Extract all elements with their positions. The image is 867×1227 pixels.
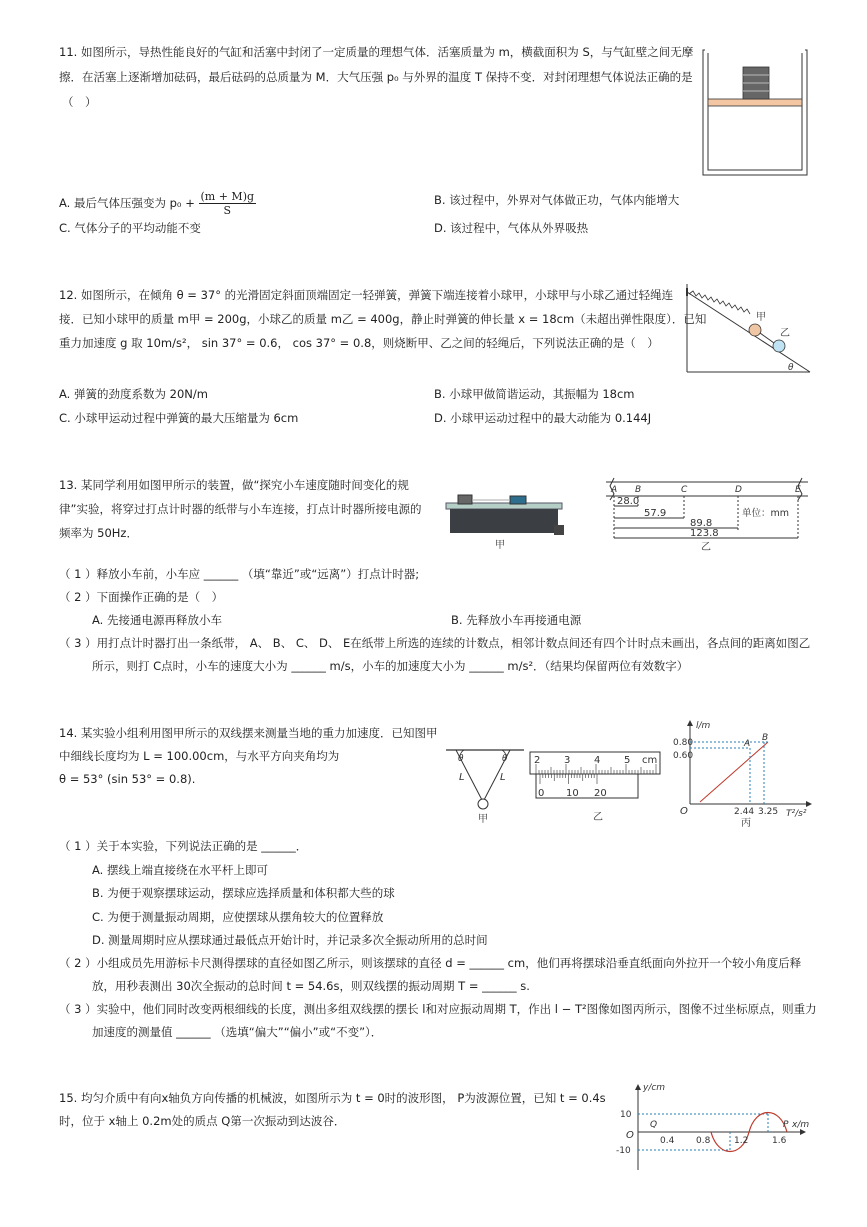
q14-L-right: L xyxy=(500,772,506,783)
q13-sub2-option-b: B. 先释放小车再接通电源 xyxy=(451,613,582,627)
q15-wave-Q: Q xyxy=(650,1120,658,1130)
q12-label-jia: 甲 xyxy=(756,312,766,323)
q14-l-t2-graph xyxy=(673,718,812,829)
q11-fraction-numerator: (m + M)g xyxy=(200,190,255,203)
tape-point-b: B xyxy=(635,485,642,495)
caliper-main-unit: cm xyxy=(642,755,658,766)
q15-wave-xlabel: x/m xyxy=(792,1120,810,1130)
q11-option-a-fraction xyxy=(199,190,257,217)
q14-graph-x244: 2.44 xyxy=(734,807,755,817)
caliper-vernier-20: 20 xyxy=(594,788,607,799)
tape-point-d: D xyxy=(735,485,742,495)
q15-wave-origin: O xyxy=(626,1130,634,1141)
q12-line2: 接．已知小球甲的质量 m甲 = 200g，小球乙的质量 m乙 = 400g，静止时弹簧的伸长量 x = 18cm（未超出弹性限度）．已知 xyxy=(59,312,707,326)
q14-sub2-line2: 放，用秒表测出 30次全振动的总时间 t = 54.6s，则双线摆的振动周期 T = ______ s. xyxy=(92,979,530,993)
caliper-vernier-10: 10 xyxy=(566,788,579,799)
q13-sub2: （ 2 ）下面操作正确的是（ ） xyxy=(59,590,224,604)
q15-wave-P: P xyxy=(783,1120,789,1130)
q13-sub3-line2: 所示，则打 C点时，小车的速度大小为 ______ m/s，小车的加速度大小为 ______ m/s²．（结果均保留两位有效数字） xyxy=(92,659,689,673)
q13-sub1: （ 1 ）释放小车前，小车应 ______ （填“靠近”或“远离”）打点计时器; xyxy=(59,567,420,581)
q15-line2: 时，位于 x轴上 0.2m处的质点 Q第一次振动到达波谷． xyxy=(59,1114,346,1128)
q13-tape-dist-1: 28.0 xyxy=(617,496,640,507)
q15-wave-tick-08: 0.8 xyxy=(696,1136,711,1146)
q14-line1: 14. 某实验小组利用图甲所示的双线摆来测量当地的重力加速度．已知图甲 xyxy=(59,726,438,740)
q13-tape-dist-2: 57.9 xyxy=(644,508,667,519)
q11-option-b: B. 该过程中，外界对气体做正功，气体内能增大 xyxy=(434,193,680,207)
q12-incline-figure xyxy=(684,282,812,374)
q13-line2: 律”实验，将穿过打点计时器的纸带与小车连接，打点计时器所接电源的 xyxy=(59,502,422,516)
q14-sub2-line1: （ 2 ）小组成员先用游标卡尺测得摆球的直径如图乙所示，则该摆球的直径 d = ______ cm，他们再将摆球沿垂直纸面向外拉开一个较小角度后释 xyxy=(59,956,802,970)
caliper-main-5: 5 xyxy=(624,755,631,766)
q11-fraction-denominator: S xyxy=(223,204,232,217)
q12-label-yi: 乙 xyxy=(780,328,790,339)
q11-option-a-prefix: A. 最后气体压强变为 p₀ + xyxy=(59,196,195,210)
q14-caption-bing: 丙 xyxy=(741,818,751,829)
q14-bifilar-pendulum-figure xyxy=(444,744,526,824)
q12-option-c: C. 小球甲运动过程中弹簧的最大压缩量为 6cm xyxy=(59,411,299,425)
q14-sub1-option-b: B. 为便于观察摆球运动，摆球应选择质量和体积都大些的球 xyxy=(92,886,395,900)
q13-line3: 频率为 50Hz． xyxy=(59,526,138,540)
q13-cart-apparatus-figure xyxy=(444,487,568,551)
q11-option-d: D. 该过程中，气体从外界吸热 xyxy=(434,221,589,235)
q14-graph-y060: 0.60 xyxy=(673,751,694,761)
q11-line3: （ ） xyxy=(62,95,97,109)
q14-graph-ylabel: l/m xyxy=(696,721,711,731)
q12-label-theta: θ xyxy=(788,363,794,373)
q14-graph-xlabel: T²/s² xyxy=(786,809,807,819)
q13-tape-unit: 单位：mm xyxy=(742,508,790,519)
q13-tape-dist-3: 89.8 xyxy=(690,518,713,529)
tape-point-e: E xyxy=(795,485,801,495)
q14-graph-A: A xyxy=(744,739,751,749)
q15-wave-yneg10: -10 xyxy=(616,1146,631,1156)
q14-sub1-option-c: C. 为便于测量振动周期，应使摆球从摆角较大的位置释放 xyxy=(92,910,384,924)
q11-line1: 11. 如图所示，导热性能良好的气缸和活塞中封闭了一定质量的理想气体．活塞质量为 m，横截面积为 S，与气缸壁之间无摩 xyxy=(59,45,694,59)
q15-wave-tick-16: 1.6 xyxy=(772,1136,787,1146)
q11-option-a xyxy=(59,188,256,218)
q14-vernier-caliper-figure xyxy=(528,748,664,824)
tape-point-c: C xyxy=(681,485,688,495)
caliper-main-3: 3 xyxy=(564,755,571,766)
q14-graph-B: B xyxy=(762,733,769,743)
q14-line3: θ = 53° (sin 53° = 0.8). xyxy=(59,772,196,786)
q14-theta-left: θ xyxy=(458,754,464,764)
q13-sub3-line1: （ 3 ）用打点计时器打出一条纸带， A、 B、 C、 D、 E在纸带上所选的连续的计数点，相邻计数点间还有四个计时点未画出，各点间的距离如图乙 xyxy=(59,636,811,650)
q13-caption-yi: 乙 xyxy=(701,542,711,553)
q14-theta-right: θ xyxy=(502,754,508,764)
q13-line1: 13. 某同学利用如图甲所示的装置，做“探究小车速度随时间变化的规 xyxy=(59,478,409,492)
q13-tape-dist-4: 123.8 xyxy=(690,528,719,539)
q15-wave-tick-12: 1.2 xyxy=(734,1136,749,1146)
q14-sub1-option-a: A. 摆线上端直接绕在水平杆上即可 xyxy=(92,863,268,877)
q14-caption-yi: 乙 xyxy=(593,812,603,823)
q15-wave-tick-04: 0.4 xyxy=(660,1136,675,1146)
q14-L-left: L xyxy=(459,772,465,783)
q14-sub3-line2: 加速度的测量值 ______ （选填“偏大”“偏小”或“不变”）． xyxy=(92,1025,383,1039)
q13-sub2-option-a: A. 先接通电源再释放小车 xyxy=(92,613,222,627)
q14-sub1: （ 1 ）关于本实验，下列说法正确的是 ______． xyxy=(59,839,308,853)
q12-option-b: B. 小球甲做简谐运动，其振幅为 18cm xyxy=(434,387,635,401)
caliper-main-4: 4 xyxy=(594,755,601,766)
q14-sub1-option-d: D. 测量周期时应从摆球通过最低点开始计时，并记录多次全振动所用的总时间 xyxy=(92,933,488,947)
q11-cylinder-figure xyxy=(700,47,812,179)
q14-caption-jia: 甲 xyxy=(478,814,488,825)
q12-line1: 12. 如图所示，在倾角 θ = 37° 的光滑固定斜面顶端固定一轻弹簧，弹簧下端连接着小球甲，小球甲与小球乙通过轻绳连 xyxy=(59,288,674,302)
q15-wave-y10: 10 xyxy=(620,1110,632,1120)
q14-graph-origin: O xyxy=(680,806,688,817)
q12-option-d: D. 小球甲运动过程中的最大动能为 0.144J xyxy=(434,411,652,425)
q15-line1: 15. 均匀介质中有向x轴负方向传播的机械波，如图所示为 t = 0时的波形图， P为波源位置，已知 t = 0.4s xyxy=(59,1091,606,1105)
q15-wave-figure xyxy=(612,1082,812,1174)
caliper-vernier-0: 0 xyxy=(538,788,545,799)
q13-caption-jia: 甲 xyxy=(495,540,505,551)
tape-point-a: A xyxy=(611,485,618,495)
q13-tape-figure xyxy=(604,474,810,552)
q15-wave-ylabel: y/cm xyxy=(643,1083,666,1093)
q11-line2: 擦．在活塞上逐渐增加砝码，最后砝码的总质量为 M．大气压强 p₀ 与外界的温度 T 保持不变．对封闭理想气体说法正确的是 xyxy=(59,70,693,84)
q12-option-a: A. 弹簧的劲度系数为 20N/m xyxy=(59,387,208,401)
q14-sub3-line1: （ 3 ）实验中，他们同时改变两根细线的长度，测出多组双线摆的摆长 l和对应振动周期 T，作出 l − T²图像如图丙所示，图像不过坐标原点，则重力 xyxy=(59,1002,817,1016)
q12-line3: 重力加速度 g 取 10m/s²， sin 37° = 0.6， cos 37° = 0.8，则烧断甲、乙之间的轻绳后，下列说法正确的是（ ） xyxy=(59,336,659,350)
q14-graph-y080: 0.80 xyxy=(673,738,694,748)
q14-line2: 中细线长度均为 L = 100.00cm，与水平方向夹角均为 xyxy=(59,749,340,763)
q11-option-c: C. 气体分子的平均动能不变 xyxy=(59,221,201,235)
caliper-main-2: 2 xyxy=(534,755,541,766)
q14-graph-x325: 3.25 xyxy=(758,807,779,817)
